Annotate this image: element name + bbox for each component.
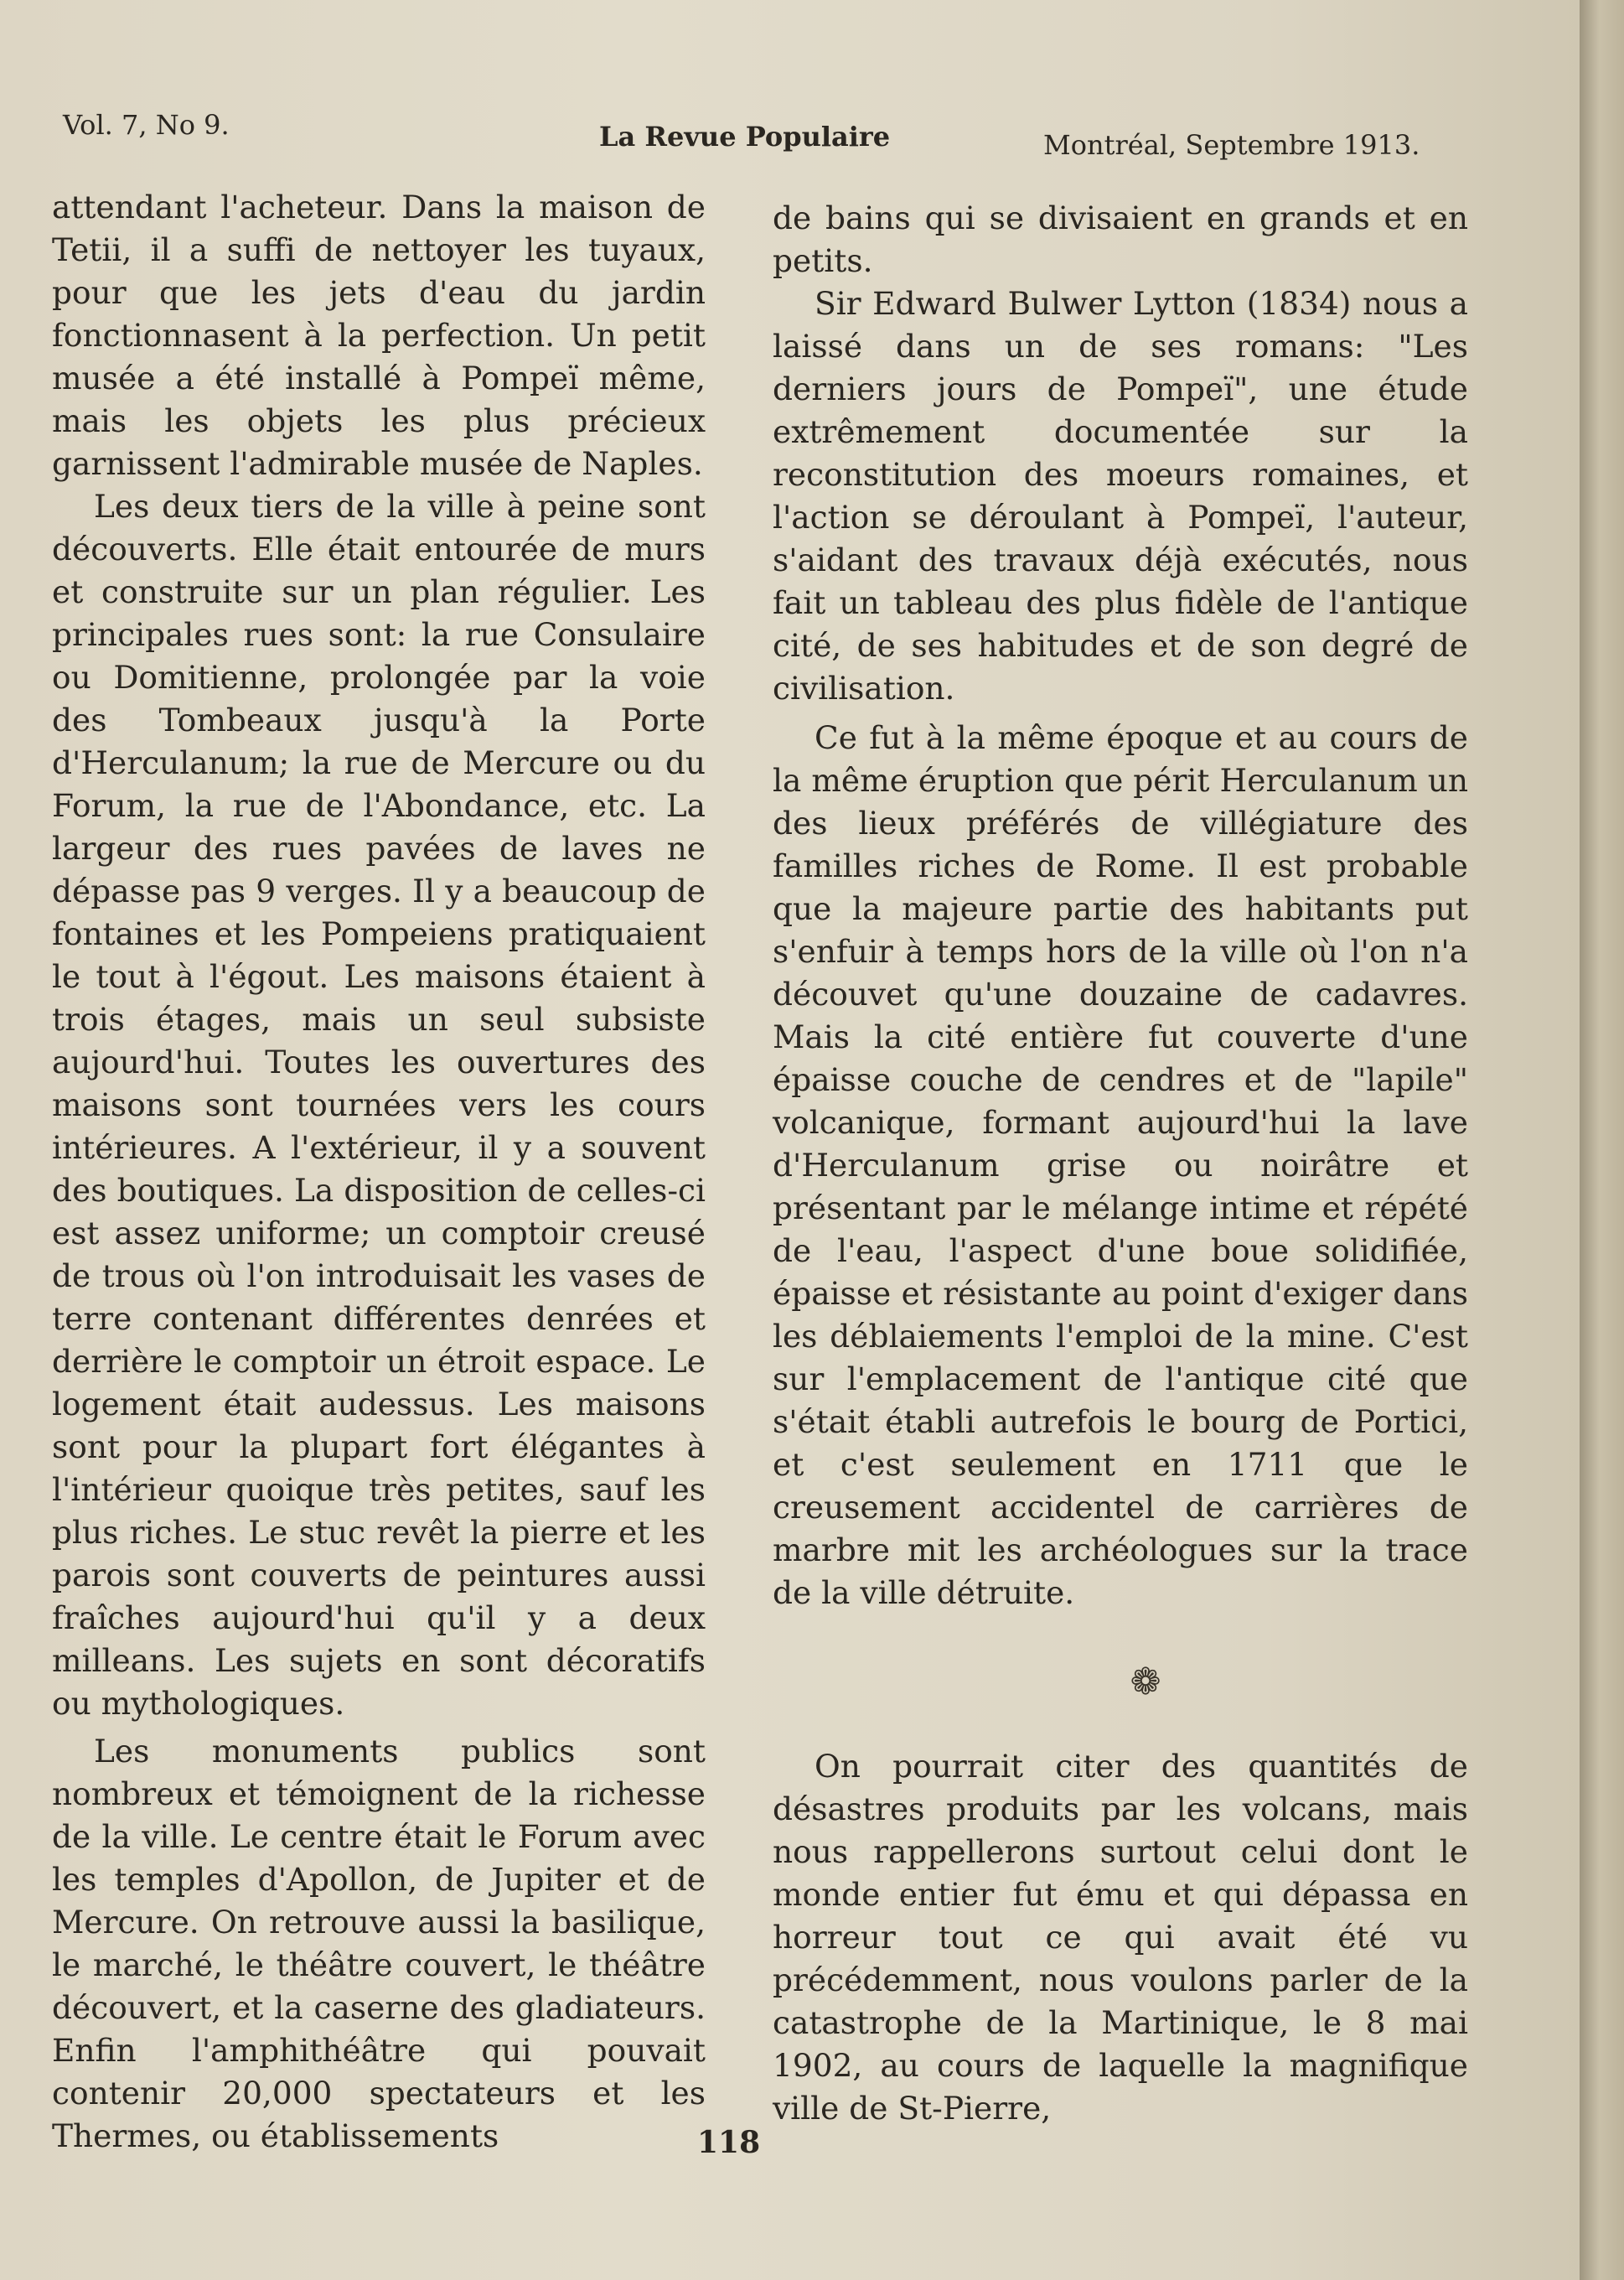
left-column [52,186,706,2158]
paragraph: de bains qui se divisaient en grands et en petits. [773,200,1468,279]
page-number: 118 [697,2125,761,2160]
paragraph: Les monuments publics sont nombreux et témoignent de la richesse de la ville. Le centre était le Forum avec les temples d'Apollon, de Jupiter et de Mercure. On retrouve aussi la basilique, le marché, le théâtre couvert, le théâtre découvert, et la caserne des gladiateurs. Enfin l'amphithéâtre qui pouvait contenir 20,000 spectateurs et les Thermes, ou établissements [52,1733,706,2154]
paragraph: Les deux tiers de la ville à peine sont découverts. Elle était entourée de murs et construite sur un plan régulier. Les principales rues sont: la rue Consulaire ou Domitienne, prolongée par la voie des Tombeaux jusqu'à la Porte d'Herculanum; la rue de Mercure ou du Forum, la rue de l'Abondance, etc. La largeur des rues pavées de laves ne dépasse pas 9 verges. Il y a beaucoup de fontaines et les Pompeiens pratiquaient le tout à l'égout. Les maisons étaient à trois étages, mais un seul subsiste aujourd'hui. Toutes les ouvertures des maisons sont tournées vers les cours intérieures. A l'extérieur, il y a souvent des boutiques. La disposition de celles-ci est assez uniforme; un comptoir creusé de trous où l'on introduisait les vases de terre contenant différentes denrées et derrière le comptoir un étroit espace. Le logement était audessus. Les maisons sont pour la plupart fort élégantes à l'intérieur quoique très petites, sauf les plus riches. Le stuc revêt la pierre et les parois sont couverts de peintures aussi fraîches aujourd'hui qu'il y a deux milleans. Les sujets en sont décoratifs ou mythologiques. [52,488,706,1722]
section-ornament-icon: ❁ [1130,1661,1161,1703]
binding-edge [1580,0,1624,2280]
paragraph: attendant l'acheteur. Dans la maison de Tetii, il a suffi de nettoyer les tuyaux, pour que les jets d'eau du jardin fonctionnasent à la perfection. Un petit musée a été installé à Pompeï même, mais les objets les plus précieux garnissent l'admirable musée de Naples. [52,189,706,482]
running-header [0,109,1580,159]
paragraph: Sir Edward Bulwer Lytton (1834) nous a laissé dans un de ses romans: "Les derniers jours de Pompeï", une étude extrêmement documentée sur la reconstitution des moeurs romaines, et l'action se déroulant à Pompeï, l'auteur, s'aidant des travaux déjà exécutés, nous fait un tableau des plus fidèle de l'antique cité, de ses habitudes et de son degré de civilisation. [773,285,1468,707]
journal-title: La Revue Populaire [599,121,891,153]
paragraph: On pourrait citer des quantités de désastres produits par les volcans, mais nous rappellerons surtout celui dont le monde entier fut ému et qui dépassa en horreur tout ce qui avait été vu précédemment, nous voulons parler de la catastrophe de la Martinique, le 8 mai 1902, au cours de laquelle la magnifique ville de St-Pierre, [773,1748,1468,2127]
volume-number: Vol. 7, No 9. [63,109,230,141]
issue-date: Montréal, Septembre 1913. [1043,129,1420,161]
right-column [773,197,1468,2130]
paragraph: Ce fut à la même époque et au cours de la même éruption que périt Herculanum un des lieux préférés de villégiature des familles riches de Rome. Il est probable que la majeure partie des habitants put s'enfuir à temps hors de la ville où l'on n'a découvet qu'une douzaine de cadavres. Mais la cité entière fut couverte d'une épaisse couche de cendres et de "lapile" volcanique, formant aujourd'hui la lave d'Herculanum grise ou noirâtre et présentant par le mélange intime et répété de l'eau, l'aspect d'une boue solidifiée, épaisse et résistante au point d'exiger dans les déblaiements l'emploi de la mine. C'est sur l'emplacement de l'antique cité que s'était établi autrefois le bourg de Portici, et c'est seulement en 1711 que le creusement accidentel de carrières de marbre mit les archéologues sur la trace de la ville détruite. [773,719,1468,1611]
